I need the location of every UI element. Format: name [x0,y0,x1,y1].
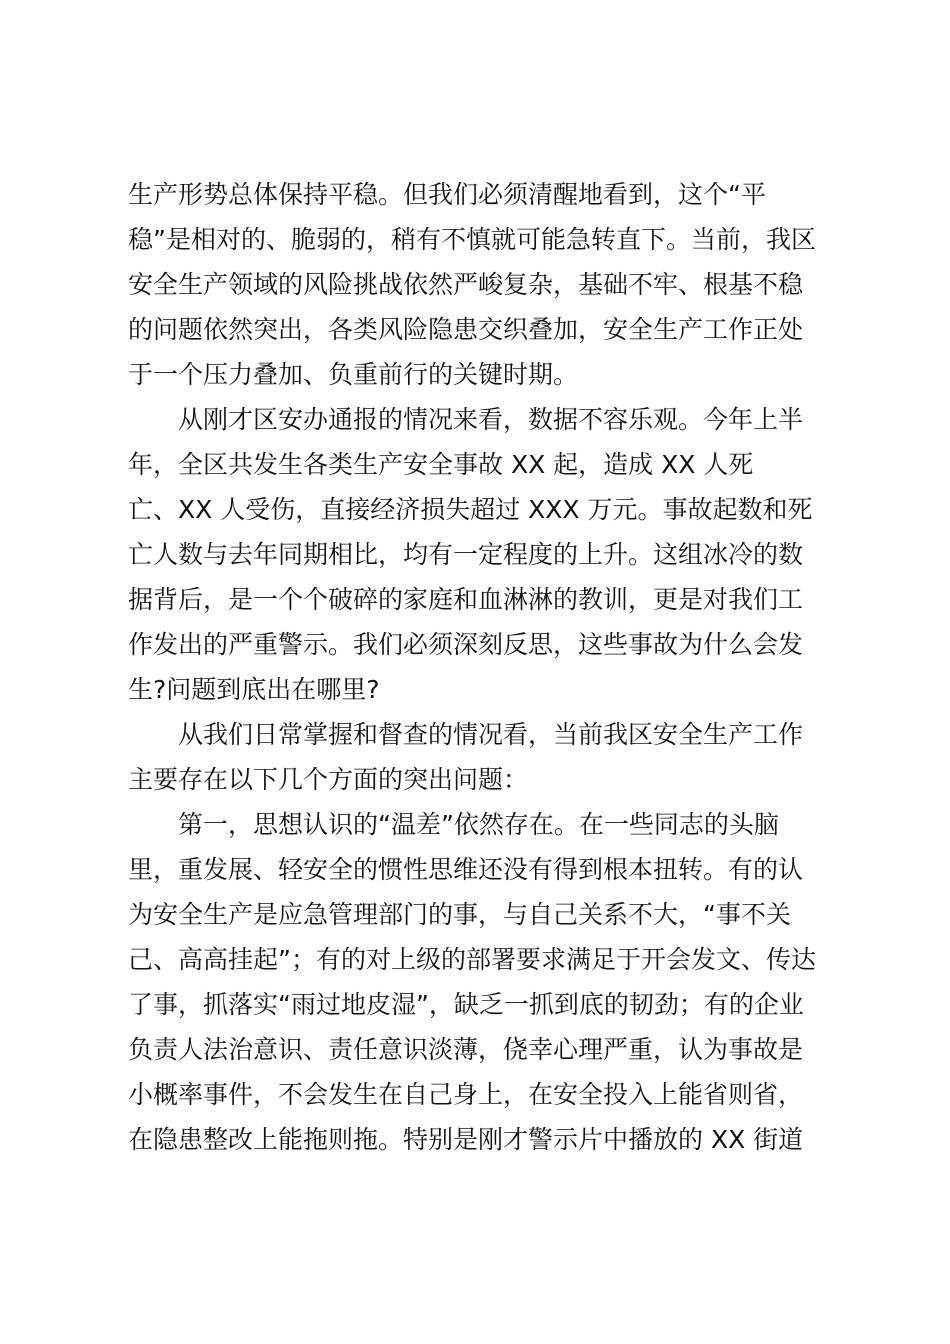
text-line: 第一，思想认识的“温差”依然存在。在一些同志的头脑 [178,810,779,839]
text-line: 从我们日常掌握和督查的情况看，当前我区安全生产工作 [178,720,804,749]
text-line: 稳”是相对的、脆弱的，稍有不慎就可能急转直下。当前，我区 [128,225,816,254]
text-line: 作发出的严重警示。我们必须深刻反思，这些事故为什么会发 [128,630,804,659]
text-line: 于一个压力叠加、负重前行的关键时期。 [128,360,579,389]
text-line: 生产形势总体保持平稳。但我们必须清醒地看到，这个“平 [128,180,766,209]
text-line: 据背后，是一个个破碎的家庭和血淋淋的教训，更是对我们工 [128,585,804,614]
text-line: 己、高高挂起”；有的对上级的部署要求满足于开会发文、传达 [128,945,816,974]
text-line: 年，全区共发生各类生产安全事故 XX 起，造成 XX 人死 [128,450,754,479]
text-line: 主要存在以下几个方面的突出问题： [128,765,529,794]
text-line: 为安全生产是应急管理部门的事，与自己关系不大，“事不关 [128,900,791,929]
text-line: 亡人数与去年同期相比，均有一定程度的上升。这组冰冷的数 [128,540,804,569]
text-line: 生?问题到底出在哪里? [128,675,380,704]
text-line: 从刚才区安办通报的情况来看，数据不容乐观。今年上半 [178,405,804,434]
text-line: 的问题依然突出，各类风险隐患交织叠加，安全生产工作正处 [128,315,804,344]
text-line: 了事，抓落实“雨过地皮湿”，缺乏一抓到底的韧劲；有的企业 [128,990,804,1019]
document-body-text [128,172,848,1162]
text-line: 小概率事件，不会发生在自己身上，在安全投入上能省则省， [128,1080,804,1109]
text-line: 亡、XX 人受伤，直接经济损失超过 XXX 万元。事故起数和死 [128,495,813,524]
text-line: 负责人法治意识、责任意识淡薄，侥幸心理严重，认为事故是 [128,1035,804,1064]
text-line: 在隐患整改上能拖则拖。特别是刚才警示片中播放的 XX 街道 [128,1125,804,1154]
text-line: 里，重发展、轻安全的惯性思维还没有得到根本扭转。有的认 [128,855,804,884]
text-line: 安全生产领域的风险挑战依然严峻复杂，基础不牢、根基不稳 [128,270,804,299]
